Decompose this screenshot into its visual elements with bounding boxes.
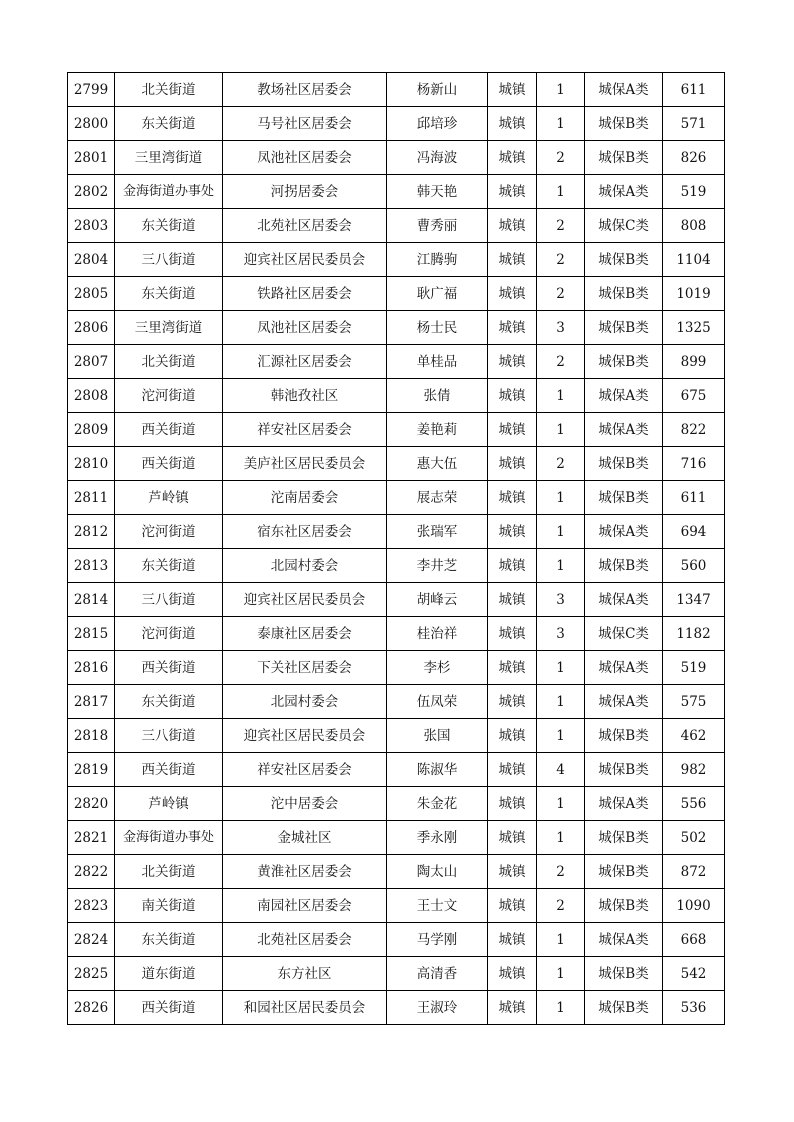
street-cell: 三八街道 (115, 243, 223, 277)
category-cell: 城保A类 (585, 379, 663, 413)
area-type-cell: 城镇 (488, 889, 537, 923)
household-count-cell: 1 (537, 515, 585, 549)
category-cell: 城保C类 (585, 209, 663, 243)
household-count-cell: 1 (537, 821, 585, 855)
record-number-cell: 2817 (68, 685, 115, 719)
area-type-cell: 城镇 (488, 413, 537, 447)
name-cell: 王士文 (387, 889, 488, 923)
table-row (68, 651, 725, 685)
household-count-cell: 1 (537, 685, 585, 719)
area-type-cell: 城镇 (488, 855, 537, 889)
street-cell: 北关街道 (115, 855, 223, 889)
category-cell: 城保A类 (585, 923, 663, 957)
area-type-cell: 城镇 (488, 447, 537, 481)
name-cell: 王淑玲 (387, 991, 488, 1025)
category-cell: 城保B类 (585, 549, 663, 583)
street-cell: 西关街道 (115, 447, 223, 481)
area-type-cell: 城镇 (488, 107, 537, 141)
record-number-cell: 2804 (68, 243, 115, 277)
category-cell: 城保A类 (585, 515, 663, 549)
category-cell: 城保A类 (585, 685, 663, 719)
household-count-cell: 1 (537, 107, 585, 141)
household-count-cell: 1 (537, 73, 585, 107)
category-cell: 城保A类 (585, 787, 663, 821)
street-cell: 沱河街道 (115, 515, 223, 549)
household-count-cell: 1 (537, 549, 585, 583)
record-number-cell: 2821 (68, 821, 115, 855)
area-type-cell: 城镇 (488, 753, 537, 787)
category-cell: 城保B类 (585, 481, 663, 515)
area-type-cell: 城镇 (488, 141, 537, 175)
amount-cell: 575 (663, 685, 725, 719)
name-cell: 季永刚 (387, 821, 488, 855)
area-type-cell: 城镇 (488, 821, 537, 855)
street-cell: 东关街道 (115, 549, 223, 583)
household-count-cell: 1 (537, 651, 585, 685)
amount-cell: 982 (663, 753, 725, 787)
table-row (68, 345, 725, 379)
community-cell: 泰康社区居委会 (223, 617, 387, 651)
amount-cell: 872 (663, 855, 725, 889)
record-number-cell: 2823 (68, 889, 115, 923)
table-row (68, 617, 725, 651)
category-cell: 城保B类 (585, 243, 663, 277)
category-cell: 城保B类 (585, 107, 663, 141)
street-cell: 西关街道 (115, 753, 223, 787)
street-cell: 东关街道 (115, 277, 223, 311)
amount-cell: 1347 (663, 583, 725, 617)
area-type-cell: 城镇 (488, 583, 537, 617)
area-type-cell: 城镇 (488, 719, 537, 753)
record-number-cell: 2802 (68, 175, 115, 209)
category-cell: 城保A类 (585, 583, 663, 617)
record-number-cell: 2814 (68, 583, 115, 617)
community-cell: 北园村委会 (223, 685, 387, 719)
amount-cell: 899 (663, 345, 725, 379)
table-row (68, 209, 725, 243)
household-count-cell: 3 (537, 311, 585, 345)
amount-cell: 502 (663, 821, 725, 855)
table-row (68, 787, 725, 821)
record-number-cell: 2812 (68, 515, 115, 549)
record-number-cell: 2810 (68, 447, 115, 481)
area-type-cell: 城镇 (488, 991, 537, 1025)
category-cell: 城保A类 (585, 651, 663, 685)
table-row (68, 141, 725, 175)
amount-cell: 1019 (663, 277, 725, 311)
category-cell: 城保A类 (585, 175, 663, 209)
category-cell: 城保A类 (585, 413, 663, 447)
community-cell: 宿东社区居委会 (223, 515, 387, 549)
community-cell: 沱中居委会 (223, 787, 387, 821)
household-count-cell: 3 (537, 617, 585, 651)
household-count-cell: 1 (537, 957, 585, 991)
name-cell: 展志荣 (387, 481, 488, 515)
table-row (68, 311, 725, 345)
street-cell: 西关街道 (115, 991, 223, 1025)
amount-cell: 571 (663, 107, 725, 141)
category-cell: 城保B类 (585, 345, 663, 379)
area-type-cell: 城镇 (488, 73, 537, 107)
table-row (68, 855, 725, 889)
community-cell: 凤池社区居委会 (223, 141, 387, 175)
table-row (68, 889, 725, 923)
area-type-cell: 城镇 (488, 379, 537, 413)
category-cell: 城保B类 (585, 447, 663, 481)
record-number-cell: 2824 (68, 923, 115, 957)
table-row (68, 175, 725, 209)
record-number-cell: 2799 (68, 73, 115, 107)
name-cell: 马学刚 (387, 923, 488, 957)
street-cell: 东关街道 (115, 685, 223, 719)
street-cell: 三里湾街道 (115, 141, 223, 175)
community-cell: 祥安社区居委会 (223, 753, 387, 787)
area-type-cell: 城镇 (488, 209, 537, 243)
table-row (68, 753, 725, 787)
amount-cell: 1325 (663, 311, 725, 345)
area-type-cell: 城镇 (488, 515, 537, 549)
community-cell: 北苑社区居委会 (223, 923, 387, 957)
record-number-cell: 2815 (68, 617, 115, 651)
community-cell: 南园社区居委会 (223, 889, 387, 923)
community-cell: 黄淮社区居委会 (223, 855, 387, 889)
name-cell: 李杉 (387, 651, 488, 685)
street-cell: 西关街道 (115, 413, 223, 447)
table-row (68, 243, 725, 277)
amount-cell: 1090 (663, 889, 725, 923)
name-cell: 高清香 (387, 957, 488, 991)
amount-cell: 542 (663, 957, 725, 991)
category-cell: 城保A类 (585, 73, 663, 107)
name-cell: 陈淑华 (387, 753, 488, 787)
table-row (68, 107, 725, 141)
community-cell: 沱南居委会 (223, 481, 387, 515)
amount-cell: 556 (663, 787, 725, 821)
amount-cell: 611 (663, 481, 725, 515)
name-cell: 桂治祥 (387, 617, 488, 651)
name-cell: 胡峰云 (387, 583, 488, 617)
household-count-cell: 1 (537, 379, 585, 413)
household-count-cell: 2 (537, 447, 585, 481)
amount-cell: 716 (663, 447, 725, 481)
amount-cell: 560 (663, 549, 725, 583)
table-row (68, 447, 725, 481)
amount-cell: 536 (663, 991, 725, 1025)
category-cell: 城保B类 (585, 277, 663, 311)
community-cell: 北苑社区居委会 (223, 209, 387, 243)
name-cell: 张国 (387, 719, 488, 753)
category-cell: 城保B类 (585, 855, 663, 889)
name-cell: 韩天艳 (387, 175, 488, 209)
record-number-cell: 2819 (68, 753, 115, 787)
table-row (68, 991, 725, 1025)
household-count-cell: 2 (537, 243, 585, 277)
record-number-cell: 2822 (68, 855, 115, 889)
household-count-cell: 2 (537, 855, 585, 889)
name-cell: 惠大伍 (387, 447, 488, 481)
record-number-cell: 2803 (68, 209, 115, 243)
name-cell: 杨新山 (387, 73, 488, 107)
records-table-body (68, 73, 725, 1025)
community-cell: 汇源社区居委会 (223, 345, 387, 379)
table-row (68, 549, 725, 583)
area-type-cell: 城镇 (488, 311, 537, 345)
name-cell: 张倩 (387, 379, 488, 413)
street-cell: 金海街道办事处 (115, 821, 223, 855)
household-count-cell: 1 (537, 923, 585, 957)
record-number-cell: 2825 (68, 957, 115, 991)
community-cell: 下关社区居委会 (223, 651, 387, 685)
street-cell: 沱河街道 (115, 617, 223, 651)
name-cell: 伍凤荣 (387, 685, 488, 719)
street-cell: 南关街道 (115, 889, 223, 923)
community-cell: 和园社区居民委员会 (223, 991, 387, 1025)
street-cell: 金海街道办事处 (115, 175, 223, 209)
name-cell: 李井芝 (387, 549, 488, 583)
amount-cell: 826 (663, 141, 725, 175)
category-cell: 城保B类 (585, 141, 663, 175)
record-number-cell: 2806 (68, 311, 115, 345)
area-type-cell: 城镇 (488, 481, 537, 515)
area-type-cell: 城镇 (488, 685, 537, 719)
amount-cell: 1104 (663, 243, 725, 277)
table-row (68, 821, 725, 855)
record-number-cell: 2811 (68, 481, 115, 515)
amount-cell: 808 (663, 209, 725, 243)
area-type-cell: 城镇 (488, 243, 537, 277)
amount-cell: 611 (663, 73, 725, 107)
record-number-cell: 2820 (68, 787, 115, 821)
name-cell: 张瑞军 (387, 515, 488, 549)
name-cell: 姜艳莉 (387, 413, 488, 447)
household-count-cell: 1 (537, 413, 585, 447)
category-cell: 城保B类 (585, 991, 663, 1025)
community-cell: 教场社区居委会 (223, 73, 387, 107)
table-row (68, 277, 725, 311)
community-cell: 祥安社区居委会 (223, 413, 387, 447)
category-cell: 城保B类 (585, 753, 663, 787)
table-row (68, 719, 725, 753)
table-row (68, 685, 725, 719)
community-cell: 金城社区 (223, 821, 387, 855)
street-cell: 东关街道 (115, 107, 223, 141)
table-row (68, 481, 725, 515)
community-cell: 河拐居委会 (223, 175, 387, 209)
record-number-cell: 2805 (68, 277, 115, 311)
record-number-cell: 2809 (68, 413, 115, 447)
community-cell: 凤池社区居委会 (223, 311, 387, 345)
street-cell: 西关街道 (115, 651, 223, 685)
amount-cell: 462 (663, 719, 725, 753)
amount-cell: 519 (663, 175, 725, 209)
amount-cell: 694 (663, 515, 725, 549)
street-cell: 芦岭镇 (115, 481, 223, 515)
community-cell: 迎宾社区居民委员会 (223, 583, 387, 617)
document-page (67, 72, 725, 1025)
household-count-cell: 2 (537, 209, 585, 243)
record-number-cell: 2800 (68, 107, 115, 141)
record-number-cell: 2813 (68, 549, 115, 583)
household-count-cell: 1 (537, 719, 585, 753)
street-cell: 三八街道 (115, 719, 223, 753)
area-type-cell: 城镇 (488, 957, 537, 991)
community-cell: 迎宾社区居民委员会 (223, 243, 387, 277)
table-row (68, 957, 725, 991)
area-type-cell: 城镇 (488, 651, 537, 685)
household-count-cell: 3 (537, 583, 585, 617)
record-number-cell: 2801 (68, 141, 115, 175)
name-cell: 单桂品 (387, 345, 488, 379)
community-cell: 美庐社区居民委员会 (223, 447, 387, 481)
household-count-cell: 1 (537, 175, 585, 209)
area-type-cell: 城镇 (488, 549, 537, 583)
street-cell: 三里湾街道 (115, 311, 223, 345)
area-type-cell: 城镇 (488, 175, 537, 209)
household-count-cell: 2 (537, 889, 585, 923)
table-row (68, 379, 725, 413)
record-number-cell: 2816 (68, 651, 115, 685)
street-cell: 芦岭镇 (115, 787, 223, 821)
category-cell: 城保B类 (585, 719, 663, 753)
street-cell: 北关街道 (115, 73, 223, 107)
street-cell: 沱河街道 (115, 379, 223, 413)
name-cell: 陶太山 (387, 855, 488, 889)
household-count-cell: 4 (537, 753, 585, 787)
category-cell: 城保B类 (585, 821, 663, 855)
community-cell: 铁路社区居委会 (223, 277, 387, 311)
table-row (68, 73, 725, 107)
record-number-cell: 2818 (68, 719, 115, 753)
table-row (68, 413, 725, 447)
street-cell: 道东街道 (115, 957, 223, 991)
amount-cell: 675 (663, 379, 725, 413)
records-table (67, 72, 725, 1025)
street-cell: 东关街道 (115, 209, 223, 243)
name-cell: 朱金花 (387, 787, 488, 821)
street-cell: 三八街道 (115, 583, 223, 617)
household-count-cell: 2 (537, 345, 585, 379)
household-count-cell: 2 (537, 277, 585, 311)
community-cell: 东方社区 (223, 957, 387, 991)
record-number-cell: 2807 (68, 345, 115, 379)
category-cell: 城保B类 (585, 889, 663, 923)
name-cell: 曹秀丽 (387, 209, 488, 243)
name-cell: 杨士民 (387, 311, 488, 345)
record-number-cell: 2826 (68, 991, 115, 1025)
name-cell: 江腾驹 (387, 243, 488, 277)
category-cell: 城保C类 (585, 617, 663, 651)
category-cell: 城保B类 (585, 957, 663, 991)
name-cell: 耿广福 (387, 277, 488, 311)
household-count-cell: 1 (537, 481, 585, 515)
household-count-cell: 1 (537, 991, 585, 1025)
table-row (68, 923, 725, 957)
household-count-cell: 1 (537, 787, 585, 821)
name-cell: 邱培珍 (387, 107, 488, 141)
amount-cell: 822 (663, 413, 725, 447)
household-count-cell: 2 (537, 141, 585, 175)
table-row (68, 515, 725, 549)
area-type-cell: 城镇 (488, 345, 537, 379)
area-type-cell: 城镇 (488, 617, 537, 651)
area-type-cell: 城镇 (488, 787, 537, 821)
street-cell: 北关街道 (115, 345, 223, 379)
amount-cell: 519 (663, 651, 725, 685)
community-cell: 马号社区居委会 (223, 107, 387, 141)
category-cell: 城保B类 (585, 311, 663, 345)
name-cell: 冯海波 (387, 141, 488, 175)
record-number-cell: 2808 (68, 379, 115, 413)
community-cell: 迎宾社区居民委员会 (223, 719, 387, 753)
community-cell: 北园村委会 (223, 549, 387, 583)
area-type-cell: 城镇 (488, 923, 537, 957)
community-cell: 韩池孜社区 (223, 379, 387, 413)
amount-cell: 668 (663, 923, 725, 957)
table-row (68, 583, 725, 617)
street-cell: 东关街道 (115, 923, 223, 957)
area-type-cell: 城镇 (488, 277, 537, 311)
amount-cell: 1182 (663, 617, 725, 651)
